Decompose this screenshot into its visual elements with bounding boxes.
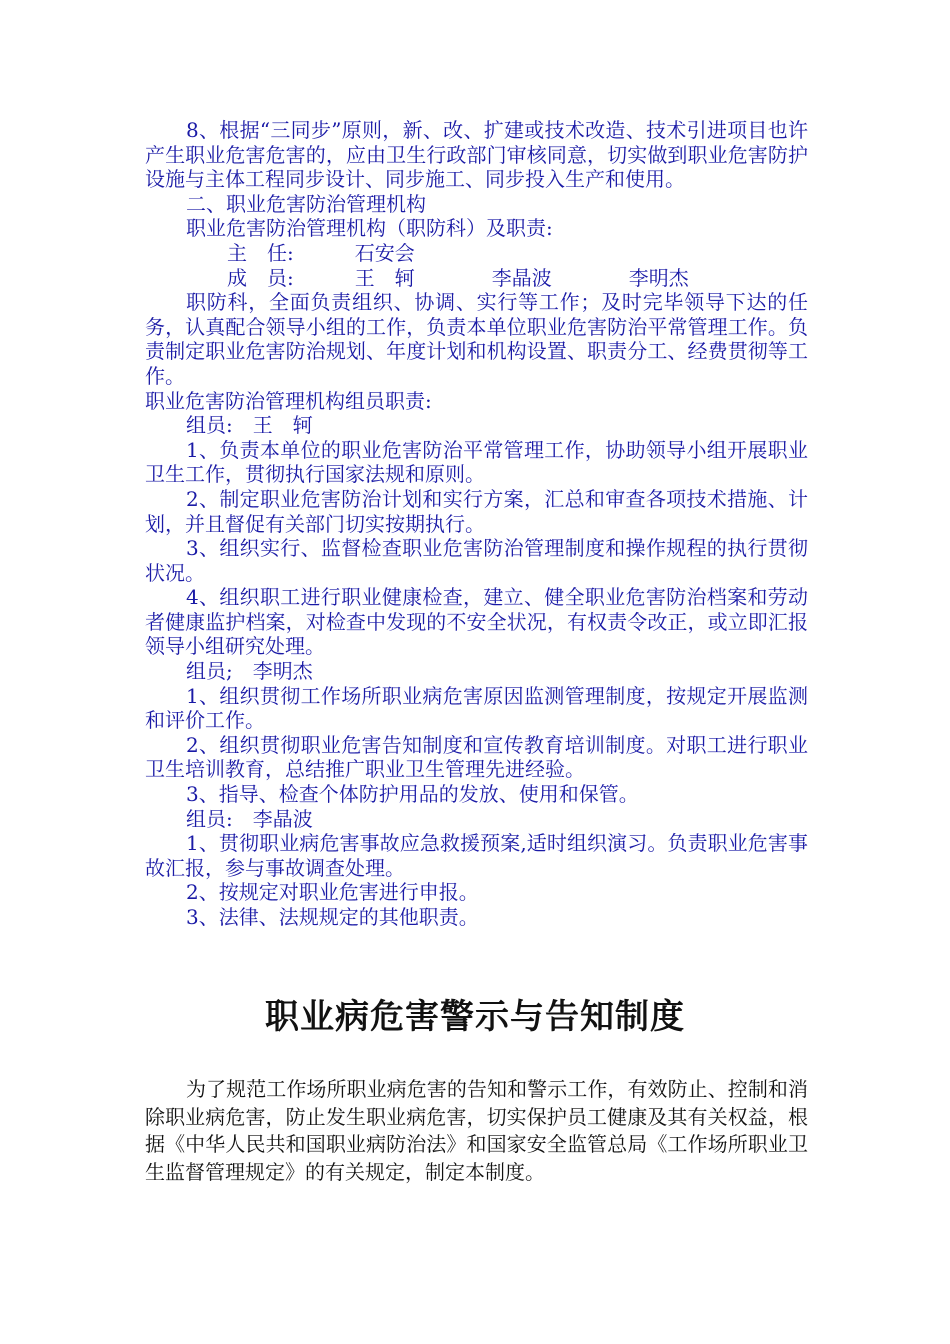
org-intro: 职业危害防治管理机构（职防科）及职责: (186, 216, 553, 241)
members-label: 成 员: (227, 265, 294, 290)
member-label-wang: 组员: 王 轲 (186, 413, 313, 438)
notice-section (145, 1076, 808, 1186)
duties-section (145, 118, 808, 930)
duty-item: 2、制定职业危害防治计划和实行方案，汇总和审查各项技术措施、计划，并且督促有关部门切实按期执行。 (145, 486, 808, 536)
duty-item: 2、按规定对职业危害进行申报。 (186, 880, 479, 905)
member-label-li-mingjie: 组员; 李明杰 (186, 659, 313, 684)
duty-item: 4、组织职工进行职业健康检查，建立、健全职业危害防治档案和劳动者健康监护档案，对检查中发现的不安全状况，有权责令改正，或立即汇报领导小组研究处理。 (145, 585, 808, 659)
duty-item: 3、指导、检查个体防护用品的发放、使用和保管。 (186, 782, 639, 807)
director-name: 石安会 (354, 240, 415, 265)
duty-item: 3、组织实行、监督检查职业危害防治管理制度和操作规程的执行贯彻状况。 (145, 536, 808, 585)
duty-item: 1、负责本单位的职业危害防治平常管理工作，协助领导小组开展职业卫生工作，贯彻执行国家法规和原则。 (145, 437, 808, 487)
director-label: 主 任: (227, 240, 294, 265)
duty-item: 2、组织贯彻职业危害告知制度和宣传教育培训制度。对职工进行职业卫生培训教育，总结推广职业卫生管理先进经验。 (145, 732, 808, 782)
dept-duty-paragraph: 职防科，全面负责组织、协调、实行等工作；及时完毕领导下达的任务，认真配合领导小组的工作，负责本单位职业危害防治平常管理工作。负责制定职业危害防治规划、年度计划和机构设置、职责分工、经费贯彻等工作。 (145, 290, 808, 388)
member-name: 李晶波 (491, 265, 552, 290)
intro-paragraph: 为了规范工作场所职业病危害的告知和警示工作，有效防止、控制和消除职业病危害，防止发生职业病危害，切实保护员工健康及其有关权益，根据《中华人民共和国职业病防治法》和国家安全监管总局《工作场所职业卫生监督管理规定》的有关规定，制定本制度。 (145, 1077, 808, 1184)
paragraph-item-8: 8、根据“三同步”原则，新、改、扩建或技术改造、技术引进项目也许产生职业危害危害的，应由卫生行政部门审核同意，切实做到职业危害防护设施与主体工程同步设计、同步施工、同步投入生产和使用。 (145, 118, 808, 192)
member-name: 李明杰 (628, 265, 689, 290)
member-label-li-jingbo: 组员: 李晶波 (186, 806, 313, 831)
director-line (145, 241, 808, 266)
section-heading-org: 二、职业危害防治管理机构 (186, 191, 426, 216)
duty-item: 1、贯彻职业病危害事故应急救援预案,适时组织演习。负责职业危害事故汇报，参与事故调查处理。 (145, 831, 808, 880)
member-name: 王 轲 (354, 265, 415, 290)
members-line (145, 266, 808, 291)
duty-item: 3、法律、法规规定的其他职责。 (186, 905, 479, 929)
document-title: 职业病危害警示与告知制度 (265, 997, 685, 1037)
members-duty-title: 职业危害防治管理机构组员职责: (145, 388, 432, 413)
duty-item: 1、组织贯彻工作场所职业病危害原因监测管理制度，按规定开展监测和评价工作。 (145, 683, 808, 733)
